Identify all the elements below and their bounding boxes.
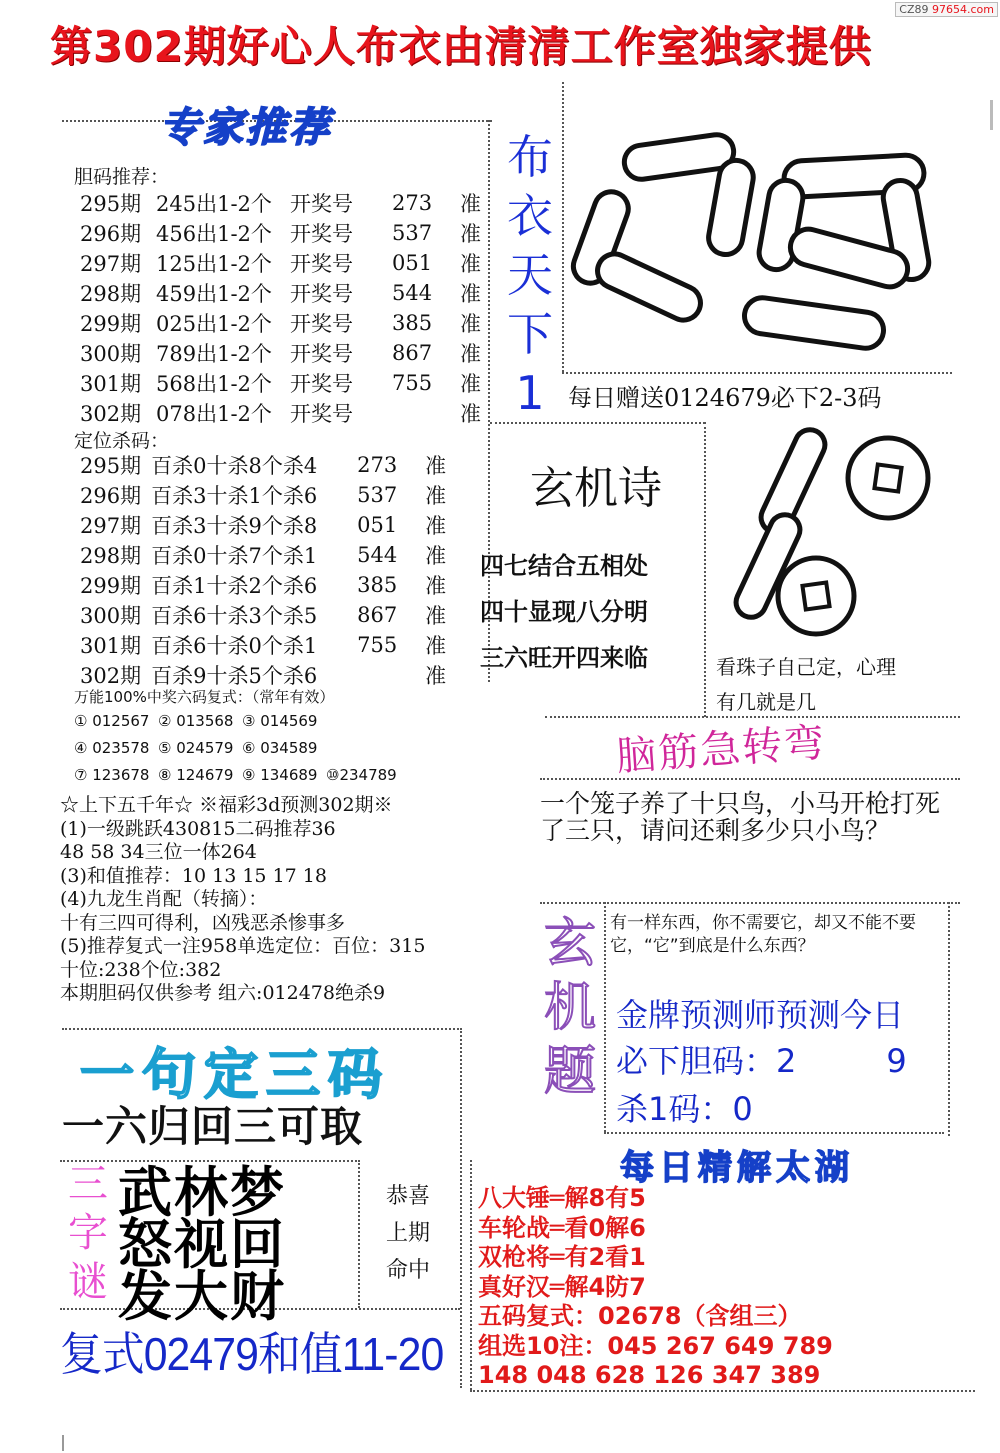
dan-row [80,398,500,428]
watermark-site: 97654.com [932,3,994,16]
margin-tick [62,1435,64,1451]
dan-table [80,188,500,428]
kill-label: 定位杀码： [74,430,170,452]
sanzimi-char: 字 [68,1210,108,1256]
prediction-line: (4)九龙生肖配（转摘）： [60,888,268,910]
combo-item: ④ 023578 [74,739,150,757]
taihu-lines [478,1184,833,1391]
gold-dan-a: 2 [776,1042,797,1080]
xuanji-ti-vertical [540,912,600,1104]
dan-row [80,218,500,248]
poem-line-1: 四七结合五相处 [480,552,648,580]
dan-tip: 245出1-2个 [156,192,272,216]
kill-period: 302期 [80,664,142,688]
dan-tip: 789出1-2个 [156,342,272,366]
dan-label: 开奖号 [290,402,353,426]
prediction-line: 十有三四可得利，凶残恶杀惨事多 [60,911,346,934]
dan-label: 开奖号 [290,372,353,396]
prediction-line: ☆上下五千年☆ ※福彩3d预测302期※ [60,794,393,816]
prediction-line: 本期胆码仅供参考 组六:012478绝杀9 [60,982,386,1004]
dan-mark: 准 [460,402,481,426]
kill-period: 295期 [80,454,142,478]
taihu-heading: 每日精解太湖 [620,1148,854,1188]
poem-line-3: 三六旺开四来临 [480,644,648,672]
taihu-line: 五码复式：02678（含组三） [478,1302,802,1330]
combo-title: 万能100%中奖六码复式：（常年有效） [74,688,335,706]
page-title: 第302期好心人布衣由清清工作室独家提供 [50,22,872,71]
kill-row [80,480,465,510]
dan-period: 297期 [80,252,142,276]
taihu-line: 双枪将═有2看1 [478,1243,646,1271]
brain-teaser-heading: 脑筋急转弯 [614,719,828,781]
kill-period: 298期 [80,544,142,568]
dan-mark: 准 [460,192,481,216]
combo-item: ③ 014569 [242,712,318,730]
kill-row [80,540,465,570]
xuanji-ti-char: 题 [543,1042,596,1102]
watermark-prefix: CZ89 [899,3,929,16]
poem-line-2: 四十显现八分明 [480,598,648,626]
xuanji-ti-char: 机 [543,978,596,1038]
kill-table [80,450,465,690]
daily-send: 每日赠送0124679必下2-3码 [568,384,882,412]
sanzimi-char: 三 [68,1161,108,1207]
gold-line-1: 金牌预测师预测今日 [616,996,905,1034]
combo-item: ① 012567 [74,712,150,730]
gold-dan-label: 必下胆码： [616,1042,777,1080]
dan-result: 385 [392,311,433,335]
margin-tick [990,100,993,130]
taihu-line: 148 048 628 126 347 389 [478,1361,821,1389]
dan-tip: 025出1-2个 [156,312,272,336]
prediction-line: 48 58 34三位一体264 [60,841,257,863]
dan-row [80,368,500,398]
xuanji-ti-text: 有一样东西，你不需要它，却又不能不要它，“它”到底是什么东西？ [610,913,916,956]
congrats-word: 上期 [385,1221,430,1246]
combo-item: ⑨ 134689 [242,766,318,784]
kill-tip: 百杀3十杀1个杀6 [151,484,318,508]
xuanji-ti-char: 玄 [543,914,596,974]
combo-item: ⑤ 024579 [158,739,234,757]
sanzimi-vertical [64,1160,112,1307]
dan-period: 302期 [80,402,142,426]
congrats-word: 恭喜 [385,1184,430,1209]
kill-mark: 准 [425,484,447,508]
kill-result: 544 [357,543,398,567]
combo-item: ② 013568 [158,712,234,730]
kill-mark: 准 [425,634,447,658]
taihu-line: 车轮战═看0解6 [478,1213,646,1242]
kill-result: 867 [357,603,398,627]
dan-result: 867 [392,341,433,365]
dan-result: 537 [392,221,433,245]
bead-note-line-2: 有几就是几 [716,690,816,714]
kill-tip: 百杀0十杀8个杀4 [151,454,318,478]
dan-result [392,398,460,428]
kill-result: 537 [357,483,398,507]
buyi-char: 布 [507,130,553,184]
dan-row [80,248,500,278]
kill-row [80,450,465,480]
combo-item: ⑧ 124679 [158,766,234,784]
dan-row [80,188,500,218]
dan-label: 开奖号 [290,222,353,246]
kill-tip: 百杀3十杀9个杀8 [151,514,318,538]
dan-label: 开奖号 [290,312,353,336]
dan-mark: 准 [460,222,481,246]
dan-period: 298期 [80,282,142,306]
kill-tip: 百杀1十杀2个杀6 [151,574,318,598]
prediction-line: 十位:238个位:382 [60,958,222,981]
prediction-line: (1)一级跳跃430815二码推荐36 [60,817,336,840]
dan-period: 296期 [80,222,142,246]
kill-mark: 准 [425,544,447,568]
buyi-char: 下 [507,307,553,361]
kill-result [357,660,425,690]
kill-tip: 百杀6十杀0个杀1 [151,634,318,658]
dan-label: 开奖号 [290,282,353,306]
dan-tip: 568出1-2个 [156,372,272,396]
dan-row [80,308,500,338]
kill-mark: 准 [425,514,447,538]
kill-result: 273 [357,453,398,477]
buyi-vertical [500,128,560,423]
combo-row [74,739,410,766]
sanzimi-line-3: 发大财 [118,1265,286,1328]
kill-mark: 准 [425,604,447,628]
kill-result: 755 [357,633,398,657]
kill-mark: 准 [425,664,447,688]
dan-tip: 459出1-2个 [156,282,272,306]
prediction-block [60,794,425,1006]
dan-result: 755 [392,371,433,395]
kill-period: 296期 [80,484,142,508]
buyi-char: 1 [515,366,545,420]
kill-row [80,510,465,540]
big-digits-29 [564,120,954,370]
sanzimi-line-1: 武林梦 [118,1161,286,1224]
taihu-line: 真好汉═解4防7 [478,1272,646,1301]
kill-period: 299期 [80,574,142,598]
dan-result: 544 [392,281,433,305]
poem-title: 玄机诗 [530,463,662,514]
kill-row [80,600,465,630]
combo-row [74,766,410,793]
kill-period: 300期 [80,604,142,628]
bead-note [716,650,896,720]
kill-result: 385 [357,573,398,597]
prediction-line: (5)推荐复式一注958单选定位：百位：315 [60,935,426,957]
dan-mark: 准 [460,282,481,306]
combo-item: ⑥ 034589 [242,739,318,757]
dan-label: 胆码推荐： [74,166,170,188]
yiju-phrase: 一六归回三可取 [62,1102,364,1151]
dan-period: 301期 [80,372,142,396]
congrats-vertical [382,1178,434,1289]
buyi-char: 衣 [507,189,553,243]
taihu-line: 组选10注：045 267 649 789 [478,1331,833,1360]
gold-line-2 [616,1036,907,1082]
bead-note-line-1: 看珠子自己定，心理 [716,655,896,679]
kill-mark: 准 [425,574,447,598]
combo-item: ⑦ 123678 [74,766,150,784]
dan-result: 273 [392,191,433,215]
dan-result: 051 [392,251,433,275]
dan-period: 299期 [80,312,142,336]
kill-tip: 百杀0十杀7个杀1 [151,544,318,568]
dan-row [80,338,500,368]
kill-period: 297期 [80,514,142,538]
sanzimi-line-2: 怒视回 [118,1213,286,1276]
kill-tip: 百杀6十杀3个杀5 [151,604,318,628]
yiju-heading: 一句定三码 [80,1042,390,1106]
fushi-text: 复式02479和值11-20 [60,1328,444,1380]
expert-heading: 专家推荐 [160,105,332,151]
dan-tip: 078出1-2个 [156,402,272,426]
site-watermark[interactable] [895,2,998,17]
gold-dan-b: 9 [886,1042,907,1080]
dan-mark: 准 [460,312,481,336]
dan-tip: 456出1-2个 [156,222,272,246]
abacus-beads-drawing [708,416,958,646]
kill-row [80,570,465,600]
dan-period: 295期 [80,192,142,216]
kill-result: 051 [357,513,398,537]
sanzimi-char: 谜 [68,1259,108,1305]
gold-line-3: 杀1码：0 [616,1090,753,1128]
kill-tip: 百杀9十杀5个杀6 [151,664,318,688]
prediction-line: (3)和值推荐：10 13 15 17 18 [60,864,327,887]
dan-label: 开奖号 [290,342,353,366]
combo-grid [74,712,410,793]
dan-label: 开奖号 [290,252,353,276]
combo-row [74,712,410,739]
buyi-char: 天 [507,248,553,302]
dan-label: 开奖号 [290,192,353,216]
dan-mark: 准 [460,252,481,276]
dan-mark: 准 [460,372,481,396]
kill-row [80,630,465,660]
dan-period: 300期 [80,342,142,366]
dan-mark: 准 [460,342,481,366]
kill-period: 301期 [80,634,142,658]
brain-teaser-text: 一个笼子养了十只鸟，小马开枪打死了三只，请问还剩多少只小鸟？ [540,789,941,845]
dan-tip: 125出1-2个 [156,252,272,276]
kill-mark: 准 [425,454,447,478]
taihu-line: 八大锤═解8有5 [478,1184,646,1212]
combo-item: ⑩234789 [326,766,397,784]
congrats-word: 命中 [385,1258,430,1283]
dan-row [80,278,500,308]
